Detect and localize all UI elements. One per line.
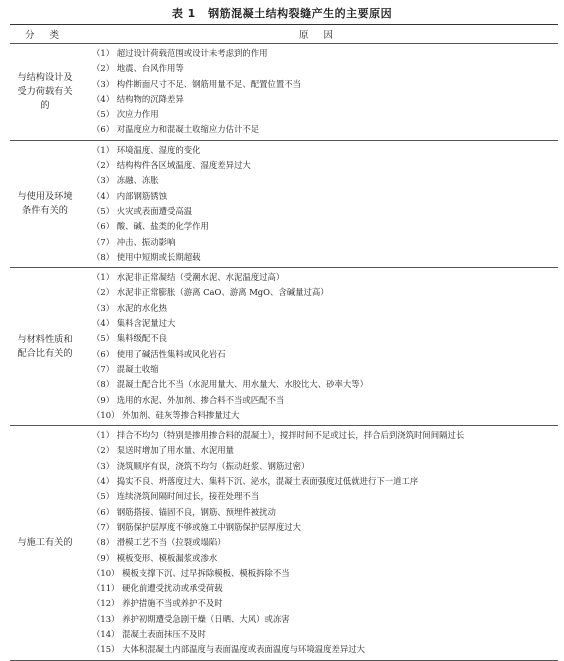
cause-item: （8） 混凝土配合比不当（水泥用量大、用水量大、水胶比大、砂率大等） [92,379,368,390]
cause-item: （1） 拌合不均匀（特别是掺用掺合料的混凝土），搅拌时间不足或过长，拌合后到浇筑时间间隔过长 [92,430,465,441]
cause-item: （4） 结构物的沉降差异 [92,93,184,104]
cause-item: （10） 模板支撑下沉、过早拆除模板、模板拆除不当 [92,567,290,578]
cause-item: （6） 钢筋搭接、锚固不良，钢筋、预埋件被扰动 [92,506,276,517]
cause-item: （6） 酸、碱、盐类的化学作用 [92,221,209,232]
table-row [10,268,558,426]
cause-item: （6） 使用了碱活性集料或风化岩石 [92,348,226,359]
cause-item: （3） 水泥的水化热 [92,302,167,313]
table-title: 钢筋混凝土结构裂缝产生的主要原因 [208,7,393,20]
cause-item: （1） 水泥非正常凝结（受潮水泥、水泥温度过高） [92,272,285,283]
category-label: 与施工有关的 [17,536,73,548]
category-cell [10,44,80,141]
cause-cell [80,140,558,267]
table-caption [0,5,564,21]
cause-item: （5） 次应力作用 [92,109,159,120]
cause-item: （4） 捣实不良、坍落度过大、集料下沉、泌水，混凝土表面强度过低就进行下一道工序 [92,476,419,487]
table-number: 表 1 [171,7,196,20]
cause-item: （7） 冲击、振动影响 [92,236,176,247]
cause-item: （6） 对温度应力和混凝土收缩应力估计不足 [92,124,260,135]
cause-item: （8） 滑模工艺不当（拉裂或塌陷） [92,537,226,548]
cause-item: （7） 钢筋保护层厚度不够或施工中钢筋保护层厚度过大 [92,521,301,532]
cause-list [80,268,558,425]
cause-item: （1） 超过设计荷载范围或设计未考虑到的作用 [92,48,268,58]
category-label: 与材料性质和配合比有关的 [17,333,73,359]
cause-item: （2） 泵送时增加了用水量、水泥用量 [92,445,234,456]
cause-item: （3） 构件断面尺寸不足、钢筋用量不足、配置位置不当 [92,78,301,89]
cause-item: （5） 集料级配不良 [92,333,167,344]
cause-item: （12） 养护措施不当或养护不及时 [92,598,223,609]
cause-item: （9） 模板变形、模板漏浆或渗水 [92,552,218,563]
cause-list [80,141,558,267]
cause-item: （13） 养护初期遭受急剧干燥（日晒、大风）或冻害 [92,613,290,624]
category-label: 与使用及环境条件有关的 [17,190,73,216]
category-label: 与结构设计及受力荷载有关的 [17,71,73,111]
cause-item: （14） 混凝土表面抹压不及时 [92,628,206,639]
cause-list [80,44,558,140]
header-row [10,25,558,44]
cause-item: （15） 大体积混凝土内部温度与表面温度或表面温度与环境温度差异过大 [92,644,365,655]
cause-item: （3） 浇筑顺序有误，浇筑不均匀（振动赶浆、钢筋过密） [92,460,310,471]
cause-item: （8） 使用中短期或长期超载 [92,251,201,262]
header-category: 分 类 [10,25,80,44]
cause-item: （3） 冻融、冻胀 [92,175,159,186]
cause-item: （5） 连续浇筑间隔时间过长，接茬处理不当 [92,491,260,502]
cause-item: （2） 水泥非正常膨胀（游离 CaO、游离 MgO、含碱量过高） [92,287,329,298]
cause-cell [80,268,558,426]
cause-list [80,426,558,659]
causes-table [10,24,558,661]
cause-item: （2） 结构构件各区域温度、湿度差异过大 [92,160,251,171]
header-cause: 原 因 [80,25,558,44]
cause-item: （11） 硬化前遭受扰动或承受荷载 [92,583,223,594]
cause-item: （5） 火灾或表面遭受高温 [92,205,193,216]
cause-item: （4） 集料含泥量过大 [92,318,176,329]
category-cell [10,140,80,267]
table-row [10,140,558,267]
cause-cell [80,426,558,660]
table-row [10,426,558,660]
cause-item: （2） 地震、台风作用等 [92,63,184,74]
cause-item: （4） 内部钢筋锈蚀 [92,190,167,201]
cause-item: （1） 环境温度、湿度的变化 [92,144,201,155]
cause-cell [80,44,558,141]
cause-item: （9） 选用的水泥、外加剂、掺合料不当或匹配不当 [92,394,285,405]
cause-item: （10） 外加剂、硅灰等掺合料掺量过大 [92,409,240,420]
table-row [10,44,558,141]
category-cell [10,268,80,426]
cause-item: （7） 混凝土收缩 [92,363,159,374]
category-cell [10,426,80,660]
